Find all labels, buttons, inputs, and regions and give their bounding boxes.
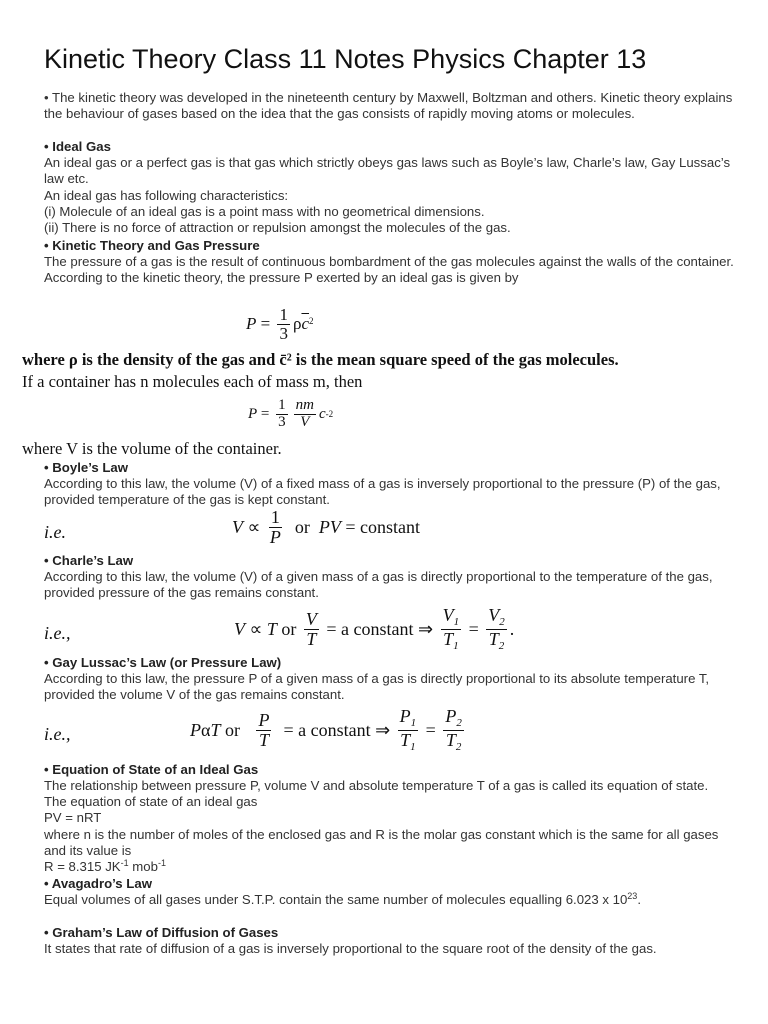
gas-constant-value-text: R = 8.315 JK <box>44 859 121 874</box>
molecules-note-line: If a container has n molecules each of mass m, then <box>22 372 363 391</box>
gay-lussac-law-ie: i.e., <box>44 724 71 744</box>
kinetic-pressure-heading: • Kinetic Theory and Gas Pressure <box>44 238 260 253</box>
gas-constant-description: where n is the number of moles of the enclosed gas and R is the molar gas constant which is the same for all gases and its value is <box>44 827 719 859</box>
gas-constant-exponent-1: -1 <box>120 858 129 868</box>
graham-law-heading: • Graham’s Law of Diffusion of Gases <box>44 925 279 940</box>
gay-lussac-law-formula: P α T or $\frac{P}{T}$ = a constant ⇒ $\frac{P_1}{T_1}$ = $\frac{P_2}{T_2}$ <box>190 706 462 753</box>
ideal-gas-characteristics-intro: An ideal gas has following characteristics: <box>44 188 289 203</box>
avogadro-exponent: 23 <box>627 891 638 901</box>
charles-law-text: According to this law, the volume (V) of a given mass of a gas is directly proportional to the temperature of the gas, provided pressure of the gas remains constant. <box>44 569 713 601</box>
avogadro-law-statement: Equal volumes of all gases under S.T.P. contain the same number of molecules equalling 6.023 x 10 <box>44 892 628 907</box>
gas-constant-unit: mob <box>128 859 158 874</box>
charles-law-ie: i.e., <box>44 623 71 643</box>
boyles-law-ie: i.e. <box>44 522 66 542</box>
kinetic-pressure-text: The pressure of a gas is the result of continuous bombardment of the gas molecules against the walls of the container. According to the kinetic theory, the pressure P exerted by an ideal gas is given by <box>44 254 734 286</box>
ideal-gas-definition: An ideal gas or a perfect gas is that gas which strictly obeys gas laws such as Boyle’s law, Charle’s law, Gay Lussac’s law etc. <box>44 155 731 187</box>
ideal-gas-equation: PV = nRT <box>44 810 102 825</box>
ideal-gas-characteristic-1: (i) Molecule of an ideal gas is a point mass with no geometrical dimensions. <box>44 204 485 219</box>
gas-constant-exponent-2: -1 <box>157 858 166 868</box>
charles-law-heading: • Charle’s Law <box>44 553 134 568</box>
boyles-law-heading: • Boyle’s Law <box>44 460 129 475</box>
pressure-formula-2: P = $\frac{1}{3}$ $\frac{nm}{V}$ c -2 <box>248 397 334 430</box>
avogadro-law-heading: • Avagadro’s Law <box>44 876 152 891</box>
gay-lussac-law-text: According to this law, the pressure P of a given mass of a gas is directly proportional to its absolute temperature T, provided the volume V of the gas remains constant. <box>44 671 710 703</box>
pressure-formula-1: P = $\frac{1}{3}$ $\rho\overline{c}^2$ <box>246 305 314 343</box>
density-note-line: where ρ is the density of the gas and c̄² is the mean square speed of the gas molecules. <box>22 350 619 369</box>
equation-of-state-text: The relationship between pressure P, volume V and absolute temperature T of a gas is called its equation of state. The equation of state of an ideal gas <box>44 778 709 810</box>
avogadro-law-text <box>44 892 734 908</box>
ideal-gas-heading: • Ideal Gas <box>44 139 111 154</box>
graham-law-text: It states that rate of diffusion of a gas is inversely proportional to the square root of the density of the gas. <box>44 941 657 956</box>
gay-lussac-law-heading: • Gay Lussac’s Law (or Pressure Law) <box>44 655 282 670</box>
gas-constant-value <box>44 859 734 875</box>
charles-law-formula: V ∝ T or $\frac{V}{T}$ = a constant ⇒ $\frac{V_1}{T_1}$ = $\frac{V_2}{T_2}$ . <box>234 605 515 652</box>
boyles-law-text: According to this law, the volume (V) of a fixed mass of a gas is inversely proportional to the pressure (P) of the gas, provided temperature of the gas is kept constant. <box>44 476 721 508</box>
boyles-law-formula: V ∝ $\frac{1}{P}$ or PV = constant <box>232 507 420 547</box>
ideal-gas-characteristic-2: (ii) There is no force of attraction or repulsion amongst the molecules of the gas. <box>44 220 511 235</box>
intro-paragraph: • The kinetic theory was developed in the nineteenth century by Maxwell, Boltzman and others. Kinetic theory explains the behaviour of gases based on the idea that the gas consists of rapidly moving atoms or molecules. <box>44 90 733 122</box>
avogadro-period: . <box>637 892 641 907</box>
equation-of-state-heading: • Equation of State of an Ideal Gas <box>44 762 259 777</box>
volume-note-line: where V is the volume of the container. <box>22 439 282 458</box>
page-title: Kinetic Theory Class 11 Notes Physics Chapter 13 <box>44 44 647 74</box>
